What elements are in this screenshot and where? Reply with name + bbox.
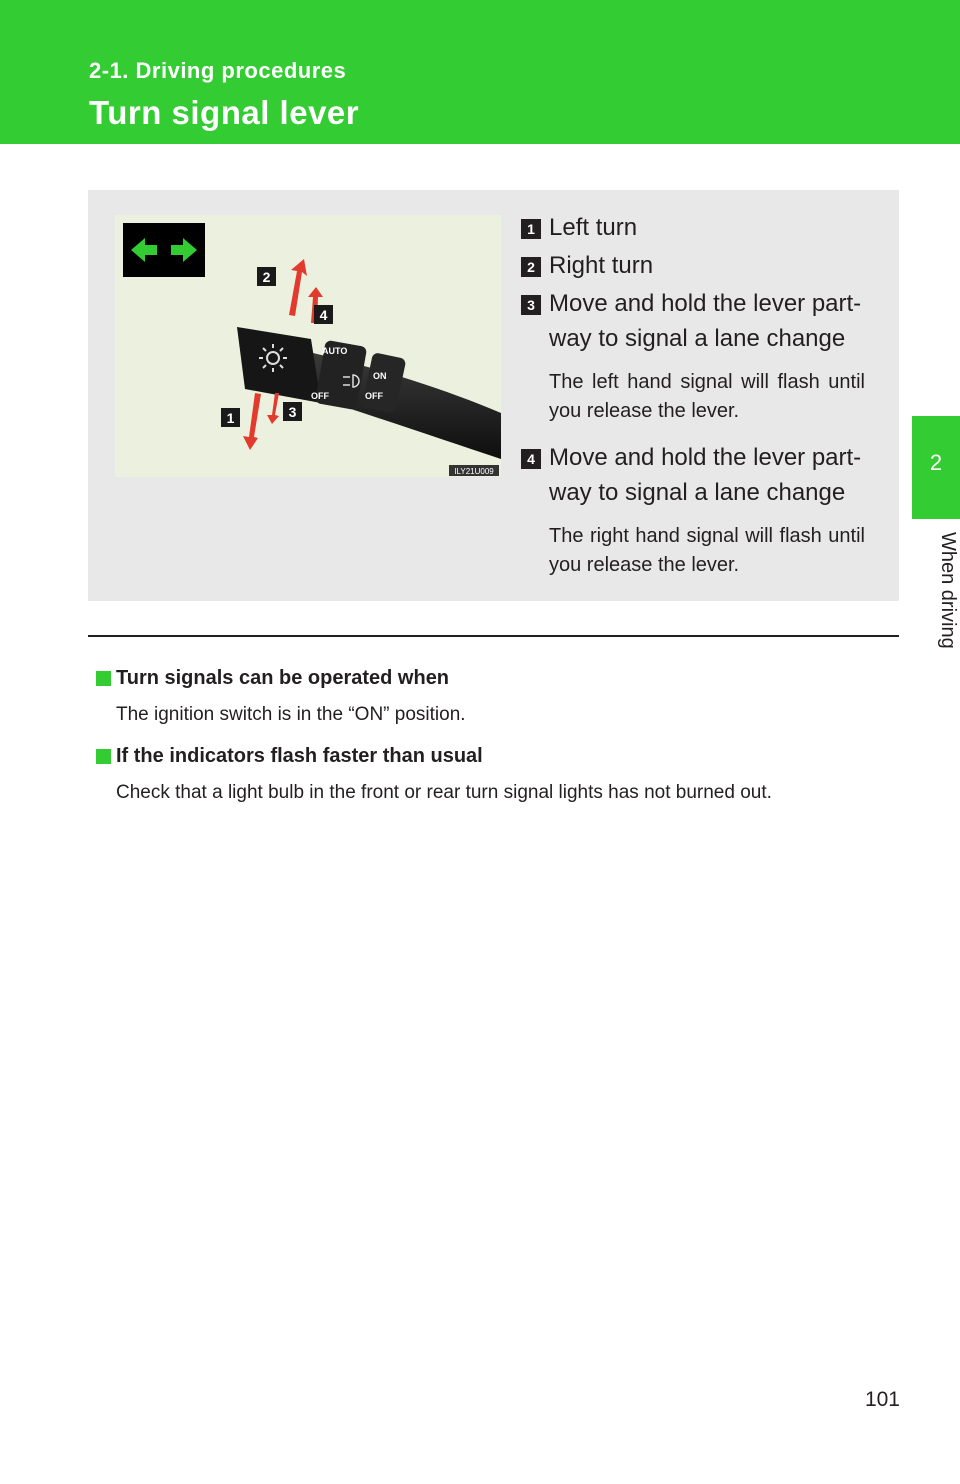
- item-number: 4: [521, 449, 541, 469]
- note: [96, 664, 886, 729]
- note: [96, 742, 886, 807]
- divider: [88, 635, 899, 637]
- list-item: [521, 286, 865, 426]
- bullet-square-icon: [96, 749, 111, 764]
- bullet-square-icon: [96, 671, 111, 686]
- item-description: The left hand signal will flash until you release the lever.: [549, 371, 865, 422]
- page-title: Turn signal lever: [89, 94, 360, 131]
- switch-label-off: OFF: [311, 391, 329, 401]
- note-body: Check that a light bulb in the front or rear turn signal lights has not burned out.: [116, 782, 772, 803]
- item-number: 3: [521, 295, 541, 315]
- list-item: [521, 248, 865, 283]
- callout-3: 3: [288, 404, 297, 420]
- item-description: The right hand signal will flash until you release the lever.: [549, 525, 865, 576]
- turn-arrows-icon: [123, 223, 205, 277]
- callout-4: 4: [319, 307, 328, 323]
- chapter-tab: [912, 416, 960, 519]
- callout-1: 1: [226, 410, 235, 426]
- turn-signal-lever-figure: [115, 215, 501, 477]
- notes-section: [96, 664, 886, 820]
- item-title: Move and hold the lever part-way to signal a lane change: [549, 444, 862, 506]
- switch-label-on: ON: [373, 371, 387, 381]
- callout-2: 2: [262, 269, 271, 285]
- image-code: ILY21U009: [454, 467, 494, 476]
- note-body: The ignition switch is in the “ON” position.: [116, 704, 466, 725]
- note-heading: Turn signals can be operated when: [116, 667, 450, 689]
- item-number: 2: [521, 257, 541, 277]
- section-label: 2-1. Driving procedures: [89, 58, 347, 83]
- list-item: [521, 210, 865, 245]
- item-title: Right turn: [549, 252, 654, 279]
- note-heading: If the indicators flash faster than usual: [116, 745, 483, 767]
- list-item: [521, 440, 865, 580]
- page-header: [0, 0, 960, 144]
- page-number: 101: [864, 1388, 900, 1411]
- item-title: Left turn: [549, 214, 638, 241]
- switch-label-auto: AUTO: [322, 346, 348, 356]
- item-list: [521, 210, 865, 594]
- chapter-name: When driving: [937, 532, 959, 649]
- chapter-number: 2: [929, 450, 943, 475]
- item-number: 1: [521, 219, 541, 239]
- switch-label-fog-off: OFF: [365, 391, 383, 401]
- item-title: Move and hold the lever part-way to signal a lane change: [549, 290, 862, 352]
